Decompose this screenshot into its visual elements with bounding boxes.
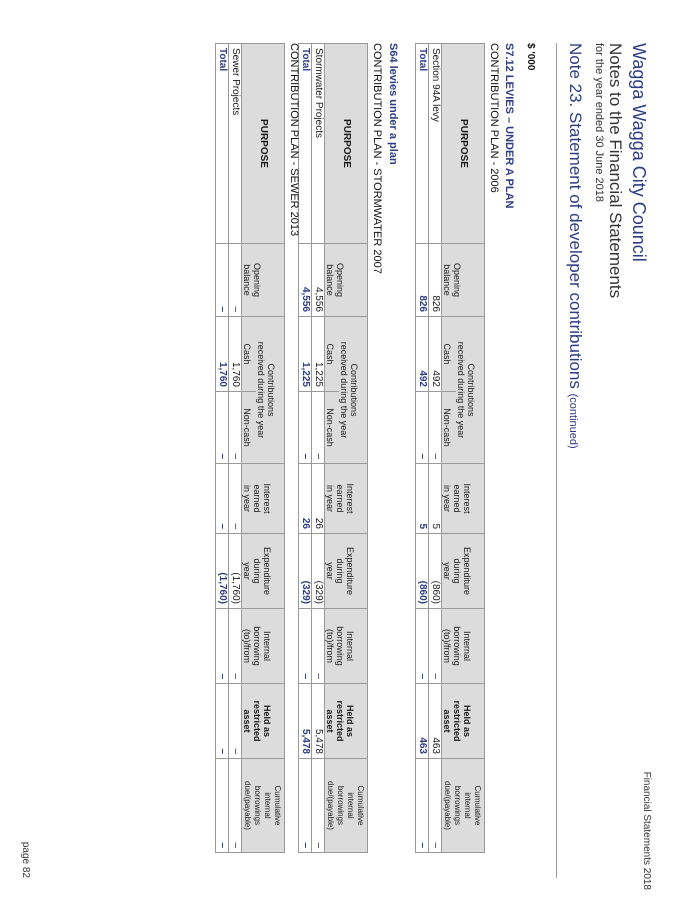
period-label: for the year ended 30 June 2018 xyxy=(593,43,605,203)
header-line: in year xyxy=(442,484,452,512)
header-line: Held as xyxy=(262,704,272,737)
header-line: year xyxy=(325,562,335,580)
borrowing-cell: – xyxy=(416,609,429,684)
header-row xyxy=(256,44,284,853)
cumulative-header xyxy=(242,759,285,853)
contributions-header xyxy=(456,317,484,464)
expenditure-header xyxy=(325,534,368,609)
header-line: asset xyxy=(325,709,335,733)
opening-cell: 826 xyxy=(429,244,442,317)
held-header xyxy=(442,684,485,759)
cash-cell: 1,760 xyxy=(216,317,229,392)
header-line: asset xyxy=(442,709,452,733)
section-s64-heading: S64 levies under a plan xyxy=(387,43,399,165)
expenditure-header xyxy=(442,534,485,609)
expenditure-cell: (329) xyxy=(312,534,325,609)
header-line: restricted xyxy=(335,700,345,742)
interest-header xyxy=(442,464,485,534)
header-line: Opening xyxy=(452,262,462,298)
header-line: Interest xyxy=(462,483,472,514)
non-cash-header: Non-cash xyxy=(242,392,257,464)
opening-cell: 4,556 xyxy=(312,244,325,317)
header-line: Opening xyxy=(335,262,345,298)
header-line: borrowing xyxy=(335,626,345,666)
borrowing-cell: – xyxy=(429,609,442,684)
borrowing-cell: – xyxy=(229,609,242,684)
cash-cell: 1,760 xyxy=(229,317,242,392)
header-line: received during the year xyxy=(456,341,467,439)
header-line: earned xyxy=(252,484,262,513)
cumulative-cell: – xyxy=(429,759,442,853)
opening-cell: – xyxy=(229,244,242,317)
header-line: Interest xyxy=(262,483,272,514)
council-name: Wagga Wagga City Council xyxy=(629,43,649,262)
header-line: Held as xyxy=(462,704,472,737)
header-line: borrowing xyxy=(452,626,462,666)
header-line: borrowing xyxy=(252,626,262,666)
header-row xyxy=(339,44,367,853)
expenditure-cell: (860) xyxy=(416,534,429,609)
borrowing-cell: – xyxy=(299,609,312,684)
cash-header: Cash xyxy=(325,317,340,392)
section-s712-heading: S7.12 LEVIES – UNDER A PLAN xyxy=(503,43,515,209)
cash-cell: 1,225 xyxy=(299,317,312,392)
header-line: internal xyxy=(463,792,472,819)
page-number: page 82 xyxy=(20,841,31,878)
header-line: restricted xyxy=(452,700,462,742)
header-line: internal xyxy=(346,792,355,819)
header-line: Cumulative xyxy=(356,785,365,826)
cumulative-header xyxy=(442,759,485,853)
header-line: due/(payable) xyxy=(326,781,335,830)
header-line: borrowings xyxy=(453,785,462,826)
opening-cell: 826 xyxy=(416,244,429,317)
interest-header xyxy=(325,464,368,534)
purpose-cell: Total xyxy=(299,44,312,244)
table-row xyxy=(229,44,242,853)
cash-cell: 492 xyxy=(429,317,442,392)
cash-header: Cash xyxy=(242,317,257,392)
header-line: Contributions xyxy=(266,363,277,417)
borrowing-cell: – xyxy=(312,609,325,684)
header-line: year xyxy=(242,562,252,580)
interest-cell: – xyxy=(216,464,229,534)
header-line: during xyxy=(335,558,345,584)
purpose-cell: Total xyxy=(416,44,429,244)
header-line: Opening xyxy=(252,262,262,298)
note-title-suffix: (continued) xyxy=(567,393,579,449)
non-cash-cell: – xyxy=(229,392,242,464)
interest-cell: – xyxy=(229,464,242,534)
held-header xyxy=(325,684,368,759)
purpose-header: PURPOSE xyxy=(242,44,285,244)
non-cash-cell: – xyxy=(416,392,429,464)
note-title xyxy=(565,43,585,449)
header-line: borrowings xyxy=(253,785,262,826)
non-cash-cell: – xyxy=(429,392,442,464)
borrowing-cell: – xyxy=(216,609,229,684)
header-line: internal xyxy=(263,792,272,819)
borrowing-header xyxy=(325,609,368,684)
expenditure-cell: (1,760) xyxy=(229,534,242,609)
cash-cell: 1,225 xyxy=(312,317,325,392)
header-line: due/(payable) xyxy=(443,781,452,830)
interest-header xyxy=(242,464,285,534)
expenditure-cell: (329) xyxy=(299,534,312,609)
header-line: restricted xyxy=(252,700,262,742)
header-line: balance xyxy=(442,264,452,296)
units-label: $ '000 xyxy=(525,43,536,71)
non-cash-cell: – xyxy=(216,392,229,464)
purpose-header: PURPOSE xyxy=(325,44,368,244)
header-row xyxy=(456,44,484,853)
interest-cell: 26 xyxy=(299,464,312,534)
held-header xyxy=(242,684,285,759)
plan-2006-table xyxy=(415,43,485,853)
plan-title-stormwater: CONTRIBUTION PLAN - STORMWATER 2007 xyxy=(371,43,383,274)
purpose-cell: Stormwater Projects xyxy=(312,44,325,244)
header-line: Expenditure xyxy=(345,546,355,596)
cumulative-cell: – xyxy=(299,759,312,853)
non-cash-cell: – xyxy=(312,392,325,464)
header-line: earned xyxy=(335,484,345,513)
cumulative-cell: – xyxy=(312,759,325,853)
borrowing-header xyxy=(442,609,485,684)
held-cell: 5,478 xyxy=(312,684,325,759)
header-line: (to)/from xyxy=(242,628,252,663)
table-row xyxy=(312,44,325,853)
header-divider xyxy=(556,43,557,878)
plan-title-sewer: CONTRIBUTION PLAN - SEWER 2013 xyxy=(288,43,300,237)
opening-cell: 4,556 xyxy=(299,244,312,317)
total-row xyxy=(416,44,429,853)
header-line: (to)/from xyxy=(325,628,335,663)
purpose-cell: Sewer Projects xyxy=(229,44,242,244)
cumulative-cell: – xyxy=(216,759,229,853)
header-line: Expenditure xyxy=(262,546,272,596)
header-line: Internal xyxy=(262,630,272,662)
header-line: received during the year xyxy=(339,341,350,439)
header-line: in year xyxy=(242,484,252,512)
header-line: in year xyxy=(325,484,335,512)
non-cash-header: Non-cash xyxy=(325,392,340,464)
note-title-text: Note 23. Statement of developer contributions xyxy=(566,43,585,389)
purpose-header: PURPOSE xyxy=(442,44,485,244)
header-line: Held as xyxy=(345,704,355,737)
plan-stormwater-table xyxy=(298,43,368,853)
table-row xyxy=(429,44,442,853)
header-line: (to)/from xyxy=(442,628,452,663)
expenditure-cell: (1,760) xyxy=(216,534,229,609)
header-line: Contributions xyxy=(466,363,477,417)
contributions-header xyxy=(256,317,284,464)
contributions-header xyxy=(339,317,367,464)
cash-cell: 492 xyxy=(416,317,429,392)
total-row xyxy=(299,44,312,853)
held-cell: 463 xyxy=(416,684,429,759)
total-row xyxy=(216,44,229,853)
held-cell: 463 xyxy=(429,684,442,759)
header-line: Internal xyxy=(462,630,472,662)
interest-cell: 5 xyxy=(416,464,429,534)
header-line: Cumulative xyxy=(273,785,282,826)
opening-header xyxy=(325,244,368,317)
header-line: balance xyxy=(325,264,335,296)
interest-cell: 26 xyxy=(312,464,325,534)
header-line: during xyxy=(452,558,462,584)
header-line: Expenditure xyxy=(462,546,472,596)
header-line: earned xyxy=(452,484,462,513)
header-line: Interest xyxy=(345,483,355,514)
held-cell: – xyxy=(229,684,242,759)
plan-sewer-table xyxy=(215,43,285,853)
header-line: Cumulative xyxy=(473,785,482,826)
expenditure-header xyxy=(242,534,285,609)
header-line: received during the year xyxy=(256,341,267,439)
borrowing-header xyxy=(242,609,285,684)
held-cell: 5,478 xyxy=(299,684,312,759)
purpose-cell: Section 94A levy xyxy=(429,44,442,244)
financial-statements-label: Financial Statements 2018 xyxy=(641,771,652,890)
header-line: Contributions xyxy=(349,363,360,417)
notes-title: Notes to the Financial Statements xyxy=(606,43,625,299)
held-cell: – xyxy=(216,684,229,759)
opening-header xyxy=(442,244,485,317)
interest-cell: 5 xyxy=(429,464,442,534)
non-cash-header: Non-cash xyxy=(442,392,457,464)
cumulative-cell: – xyxy=(229,759,242,853)
header-line: year xyxy=(442,562,452,580)
cash-header: Cash xyxy=(442,317,457,392)
opening-header xyxy=(242,244,285,317)
plan-title-2006: CONTRIBUTION PLAN - 2006 xyxy=(488,43,500,193)
header-line: asset xyxy=(242,709,252,733)
header-line: due/(payable) xyxy=(243,781,252,830)
header-line: during xyxy=(252,558,262,584)
cumulative-cell: – xyxy=(416,759,429,853)
header-line: balance xyxy=(242,264,252,296)
cumulative-header xyxy=(325,759,368,853)
header-line: borrowings xyxy=(336,785,345,826)
purpose-cell: Total xyxy=(216,44,229,244)
opening-cell: – xyxy=(216,244,229,317)
non-cash-cell: – xyxy=(299,392,312,464)
header-line: Internal xyxy=(345,630,355,662)
expenditure-cell: (860) xyxy=(429,534,442,609)
